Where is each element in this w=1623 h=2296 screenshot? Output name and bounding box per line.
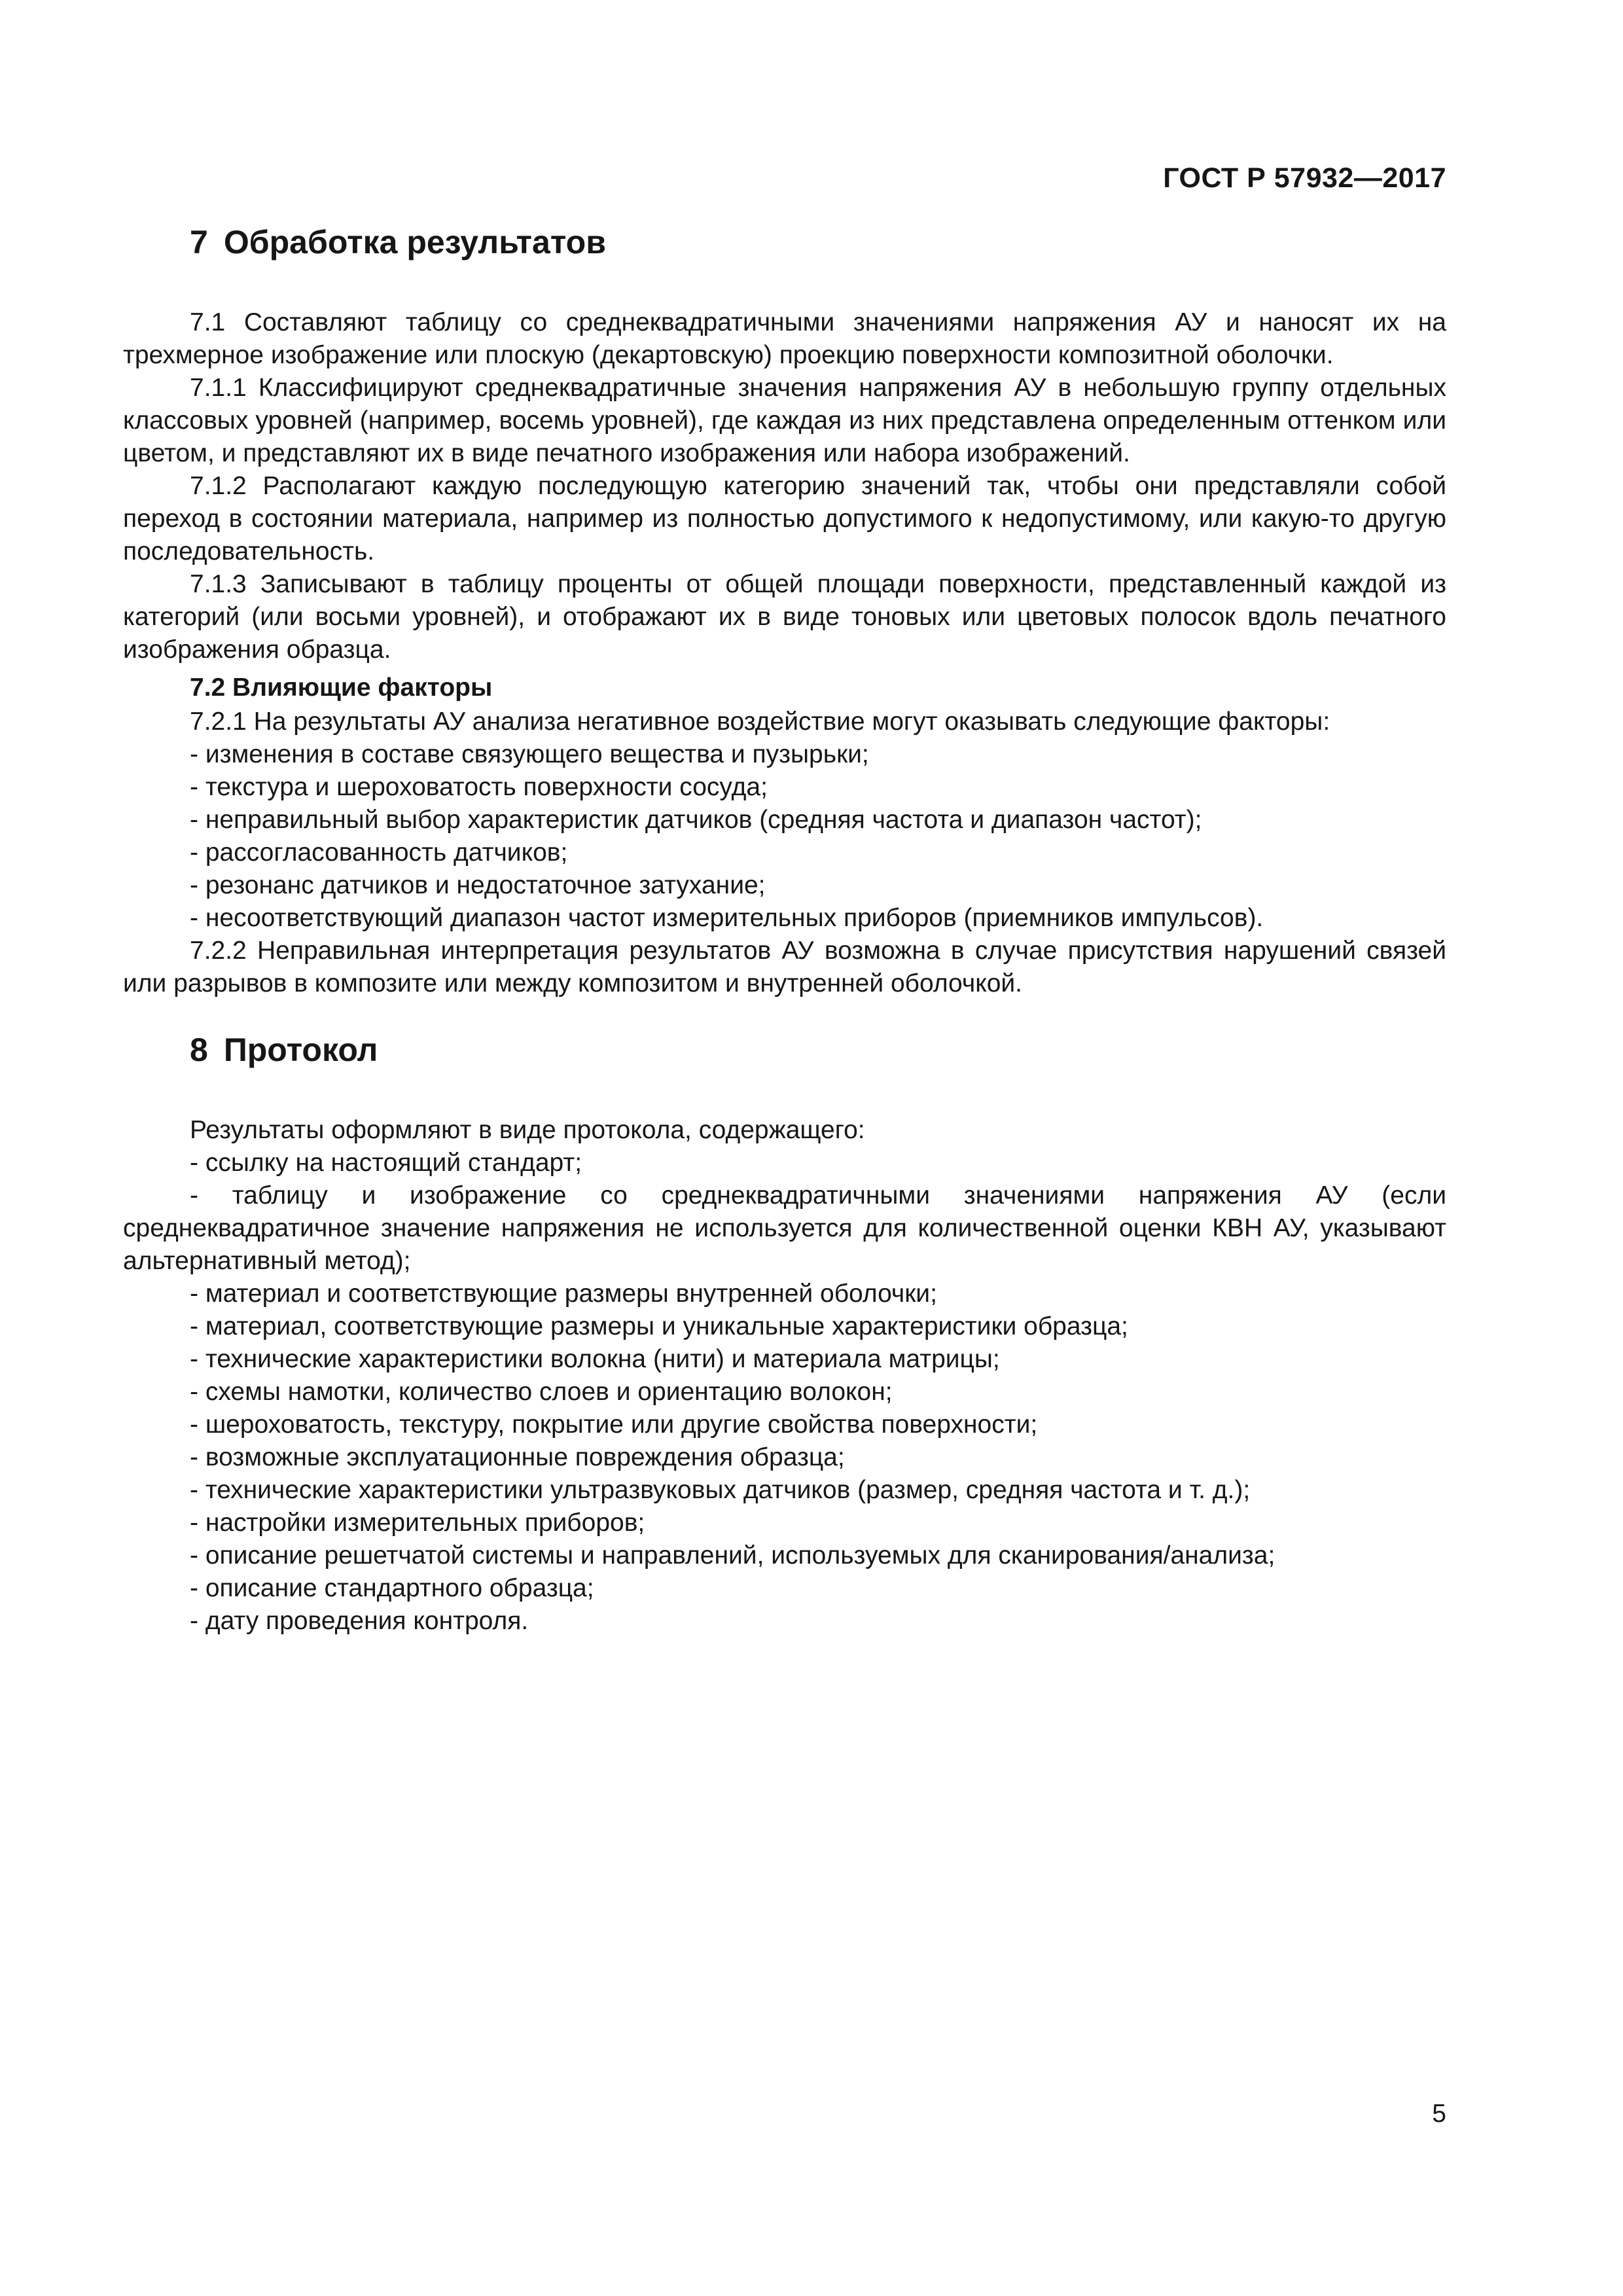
list-item: - настройки измерительных приборов; bbox=[190, 1509, 645, 1537]
section-title: Обработка результатов bbox=[223, 224, 606, 260]
list-item: - шероховатость, текстуру, покрытие или другие свойства поверхности; bbox=[190, 1410, 1038, 1439]
list-item: - технические характеристики волокна (нити) и материала матрицы; bbox=[190, 1345, 1000, 1373]
section-8-heading bbox=[190, 1030, 1446, 1069]
list-item: - описание стандартного образца; bbox=[190, 1574, 594, 1602]
list-item: - текстура и шероховатость поверхности сосуда; bbox=[190, 773, 768, 801]
list-item: - несоответствующий диапазон частот измерительных приборов (приемников импульсов). bbox=[190, 904, 1264, 932]
paragraph-7-1-2: 7.1.2 Располагают каждую последующую категорию значений так, чтобы они представляли собой переход в состоянии материала, например из полностью допустимого к недопустимому, или какую-то другую последовательность. bbox=[123, 472, 1446, 565]
page-number: 5 bbox=[1432, 2100, 1446, 2128]
list-item: - резонанс датчиков и недостаточное затухание; bbox=[190, 871, 766, 899]
paragraph-7-1: 7.1 Составляют таблицу со среднеквадратичными значениями напряжения АУ и наносят их на трехмерное изображение или плоскую (декартовскую) проекцию поверхности композитной оболочки. bbox=[123, 308, 1446, 369]
paragraph-7-2-2: 7.2.2 Неправильная интерпретация результатов АУ возможна в случае присутствия нарушений связей или разрывов в композите или между композитом и внутренней оболочкой. bbox=[123, 937, 1446, 997]
section-title: Протокол bbox=[223, 1031, 378, 1068]
list-item: - изменения в составе связующего вещества и пузырьки; bbox=[190, 740, 869, 768]
list-item: - неправильный выбор характеристик датчиков (средняя частота и диапазон частот); bbox=[190, 806, 1202, 834]
list-item: - описание решетчатой системы и направлений, используемых для сканирования/анализа; bbox=[190, 1541, 1275, 1570]
section-7-heading bbox=[190, 223, 1446, 262]
list-item: - возможные эксплуатационные повреждения образца; bbox=[190, 1443, 845, 1471]
list-item: - технические характеристики ультразвуковых датчиков (размер, средняя частота и т. д.); bbox=[190, 1476, 1251, 1504]
paragraph-7-1-1: 7.1.1 Классифицируют среднеквадратичные значения напряжения АУ в небольшую группу отдельных классовых уровней (например, восемь уровней), где каждая из них представлена определенным оттенком или цветом, и представляют их в виде печатного изображения или набора изображений. bbox=[123, 374, 1446, 467]
list-item: - дату проведения контроля. bbox=[190, 1607, 529, 1635]
list-item: - материал, соответствующие размеры и уникальные характеристики образца; bbox=[190, 1312, 1128, 1340]
section-number: 7 bbox=[190, 224, 208, 260]
list-item: - схемы намотки, количество слоев и ориентацию волокон; bbox=[190, 1378, 893, 1406]
page-content bbox=[123, 223, 1446, 1638]
paragraph-7-2-1: 7.2.1 На результаты АУ анализа негативное воздействие могут оказывать следующие факторы: bbox=[190, 708, 1330, 736]
document-code: ГОСТ Р 57932—2017 bbox=[1163, 162, 1446, 194]
list-item: - таблицу и изображение со среднеквадратичными значениями напряжения АУ (если среднеквадратичное значение напряжения не используется для количественной оценки КВН АУ, указывают альтернативный метод); bbox=[123, 1181, 1446, 1275]
protocol-lead: Результаты оформляют в виде протокола, содержащего: bbox=[190, 1116, 865, 1144]
list-item: - рассогласованность датчиков; bbox=[190, 838, 568, 867]
subsection-7-2-heading: 7.2 Влияющие факторы bbox=[190, 673, 493, 702]
section-number: 8 bbox=[190, 1031, 208, 1068]
list-item: - ссылку на настоящий стандарт; bbox=[190, 1149, 582, 1177]
paragraph-7-1-3: 7.1.3 Записывают в таблицу проценты от общей площади поверхности, представленный каждой из категорий (или восьми уровней), и отображают их в виде тоновых или цветовых полосок вдоль печатного изображения образца. bbox=[123, 570, 1446, 664]
list-item: - материал и соответствующие размеры внутренней оболочки; bbox=[190, 1280, 937, 1308]
